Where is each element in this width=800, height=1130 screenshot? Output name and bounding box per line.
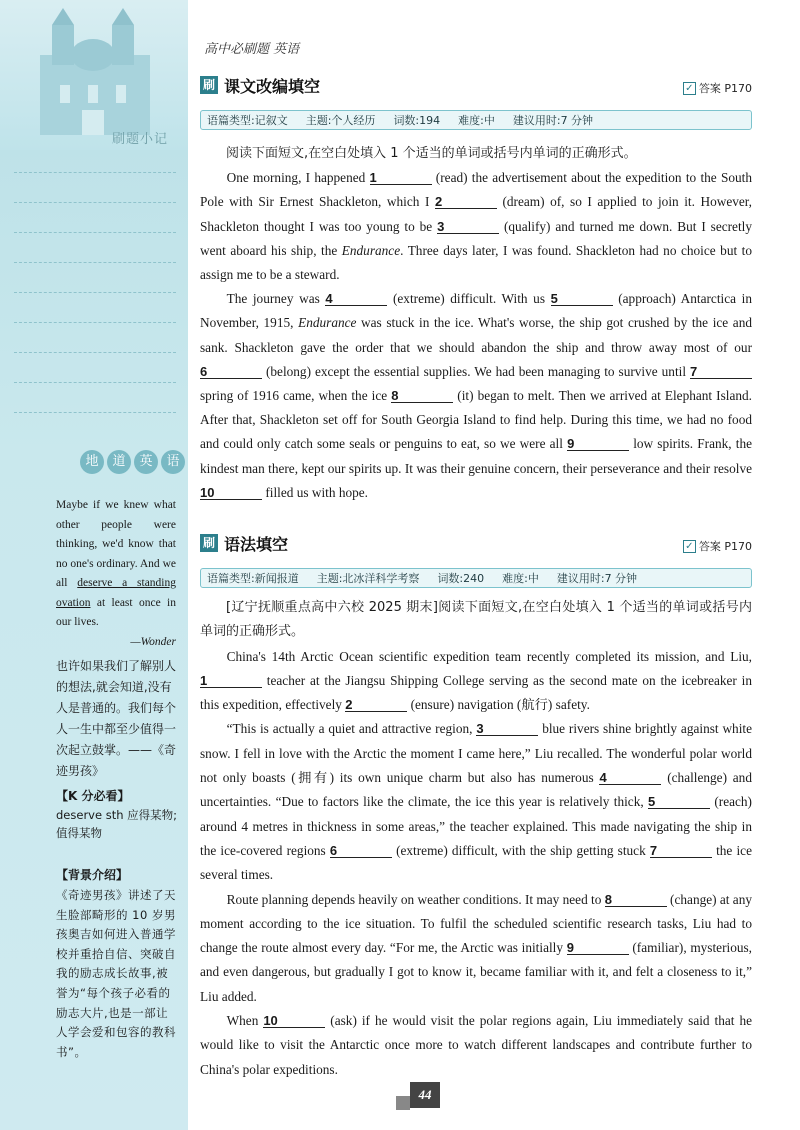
blank[interactable]: 8 — [605, 893, 667, 907]
blank[interactable]: 1 — [370, 171, 432, 185]
section1-title — [200, 72, 320, 98]
page-header: 高中必刷题 英语 — [204, 42, 300, 57]
section1-paragraph-1: One morning, I happened 1 (read) the advertisement about the expedition to the South Pole with Sir Ernest Shackleton, which I 2 (dream) of, so I applied to join it. However, Shackleton thought I was too young to be 3 (qualify) and turned me down. But I secretly went aboard his ship, the Endurance. Three days later, I was found. Shackleton had no choice but to assign me to be a steward. — [200, 170, 752, 283]
section2-paragraph-3: Route planning depends heavily on weather conditions. It may need to 8 (change) at any moment according to the ice situation. To fulfil the scheduled scientific research tasks, Liu had to change the route almost every day. “For me, the Arctic was initially 9 (familiar), mysterious, and even dangerous, but gradually I got to know it, became familiar with it, and felt a closeness to it,” Liu added. — [200, 891, 753, 1004]
quote-text: Maybe if we knew what other people were thinking, we'd know that no one's ordinary. And we all — [56, 499, 176, 589]
blank[interactable]: 7 — [650, 844, 712, 858]
idiomatic-english-badge — [80, 450, 185, 474]
blank[interactable]: 10 — [200, 486, 262, 500]
section2-passage — [200, 596, 752, 1082]
blank[interactable]: 2 — [435, 195, 497, 209]
suggested-time: 建议用时:7 分钟 — [556, 572, 638, 585]
section1-passage — [200, 142, 752, 505]
badge-char: 道 — [107, 450, 131, 474]
check-icon: ✓ — [683, 540, 696, 553]
quote-author: —Wonder — [130, 635, 176, 648]
section1-instruction: 阅读下面短文,在空白处填入 1 个适当的单词或括号内单词的正确形式。 — [226, 146, 637, 161]
passage-theme: 主题:个人经历 — [305, 114, 376, 127]
section1-title-text: 课文改编填空 — [224, 76, 321, 96]
word-count: 词数:240 — [437, 572, 485, 585]
blank[interactable]: 8 — [391, 389, 453, 403]
section2-paragraph-4: When 10 (ask) if he would visit the polar regions again, Liu immediately said that he would like to visit the Antarctic once more to watch different landscapes and contribute further to China's polar expeditions. — [200, 1013, 753, 1077]
blank[interactable]: 6 — [330, 844, 392, 858]
note-line — [14, 412, 176, 413]
background-title: 【背景介绍】 — [56, 868, 129, 882]
blank[interactable]: 5 — [648, 795, 710, 809]
passage-theme: 主题:北冰洋科学考察 — [316, 572, 420, 585]
background-text: 《奇迹男孩》讲述了天生脸部畸形的 10 岁男孩奥吉如何进入普通学校并重拾自信、突破自我的励志成长故事,被誉为“每个孩子必看的励志大片,也是一部让人学会爱和包容的教科书”。 — [56, 888, 176, 1059]
section2-meta-bar — [200, 568, 752, 588]
sidebar — [0, 0, 188, 1130]
section2-paragraph-1: China's 14th Arctic Ocean scientific expedition team recently completed its mission, and Liu, 1 teacher at the Jiangsu Shipping College serving as the second mate on the icebreaker in this expedition, effectively 2 (ensure) navigation (航行) safety. — [200, 648, 752, 713]
note-line — [14, 292, 176, 293]
note-line — [14, 172, 176, 173]
brush-icon: 刷 — [200, 76, 218, 94]
blank[interactable]: 4 — [599, 771, 661, 785]
blank[interactable]: 1 — [200, 674, 262, 688]
quote-translation: 也许如果我们了解别人的想法,就会知道,没有人是普通的。我们每个人一生中都至少值得一次起立鼓掌。——《奇迹男孩》 — [56, 659, 177, 778]
note-line — [14, 382, 176, 383]
blank[interactable]: 9 — [567, 941, 629, 955]
note-line — [14, 232, 176, 233]
quote-underlined: deserve a standing ovation — [56, 577, 176, 609]
section2-title — [200, 530, 288, 556]
blank[interactable]: 10 — [263, 1014, 325, 1028]
blank[interactable]: 4 — [325, 292, 387, 306]
passage-type: 语篇类型:新闻报道 — [207, 572, 299, 585]
note-line — [14, 202, 176, 203]
blank[interactable]: 7 — [690, 365, 752, 379]
quote-tail: at least once in our lives. — [56, 596, 176, 628]
blank[interactable]: 3 — [437, 220, 499, 234]
suggested-time: 建议用时:7 分钟 — [512, 114, 594, 127]
difficulty: 难度:中 — [458, 114, 495, 127]
answer-text: 答案 P170 — [698, 82, 752, 95]
blank[interactable]: 3 — [476, 722, 538, 736]
difficulty: 难度:中 — [502, 572, 539, 585]
section2-answer-ref — [683, 538, 752, 554]
note-title: 刷题小记 — [112, 132, 169, 147]
blank[interactable]: 5 — [551, 292, 613, 306]
page-number: 44 — [410, 1082, 440, 1108]
blank[interactable]: 2 — [345, 698, 407, 712]
badge-char: 语 — [161, 450, 185, 474]
section2-instruction: [辽宁抚顺重点高中六校 2025 期末]阅读下面短文,在空白处填入 1 个适当的单词或括号内单词的正确形式。 — [200, 600, 752, 640]
note-line — [14, 352, 176, 353]
blank[interactable]: 6 — [200, 365, 262, 379]
section1-paragraph-2: The journey was 4 (extreme) difficult. With us 5 (approach) Antarctica in November, 1915, Endurance was stuck in the ice. What's worse, the ship got crushed by the ice and sank. Shackleton gave the order that we should abandon the ship and throw away most of our 6 (belong) except the essential supplies. We had been managing to survive until 7 spring of 1916 came, when the ice 8 (it) began to melt. Then we arrived at Elephant Island. After that, Shackleton set off for South Georgia Island to find help. During this time, we had no food and could only catch some seals or penguins to eat, so we were all 9 low spirits. Frank, the kindest man there, kept our spirits up. It was their genuine concern, their perseverance and their resolve 10 filled us with hope. — [200, 291, 753, 500]
badge-char: 英 — [134, 450, 158, 474]
section1-meta-bar — [200, 110, 752, 130]
page-number-decoration — [396, 1096, 410, 1110]
section2-paragraph-2: “This is actually a quiet and attractive region, 3 blue rivers shine brightly against white snow. I fell in love with the Arctic the moment I came here,” Liu recalled. The wonderful polar world not only boasts (拥有) its own unique charm but also has numerous 4 (challenge) and uncertainties. “Due to factors like the climate, the ice this year is relatively thick, 5 (reach) around 4 metres in thickness in some areas,” the teacher explained. This made navigating the ship in the ice-covered regions 6 (extreme) difficult, with the ship getting stuck 7 the ice several times. — [200, 721, 752, 883]
check-icon: ✓ — [683, 82, 696, 95]
badge-char: 地 — [80, 450, 104, 474]
brush-icon: 刷 — [200, 534, 218, 552]
passage-type: 语篇类型:记叙文 — [207, 114, 288, 127]
blank[interactable]: 9 — [567, 437, 629, 451]
section1-answer-ref — [683, 80, 752, 96]
section2-title-text: 语法填空 — [224, 534, 289, 554]
note-line — [14, 262, 176, 263]
k-points-text: deserve sth 应得某物;值得某物 — [56, 808, 178, 840]
k-points-title: 【K 分必看】 — [56, 789, 130, 803]
english-quote — [56, 496, 176, 652]
answer-text: 答案 P170 — [698, 540, 752, 553]
word-count: 词数:194 — [393, 114, 441, 127]
note-line — [14, 322, 176, 323]
